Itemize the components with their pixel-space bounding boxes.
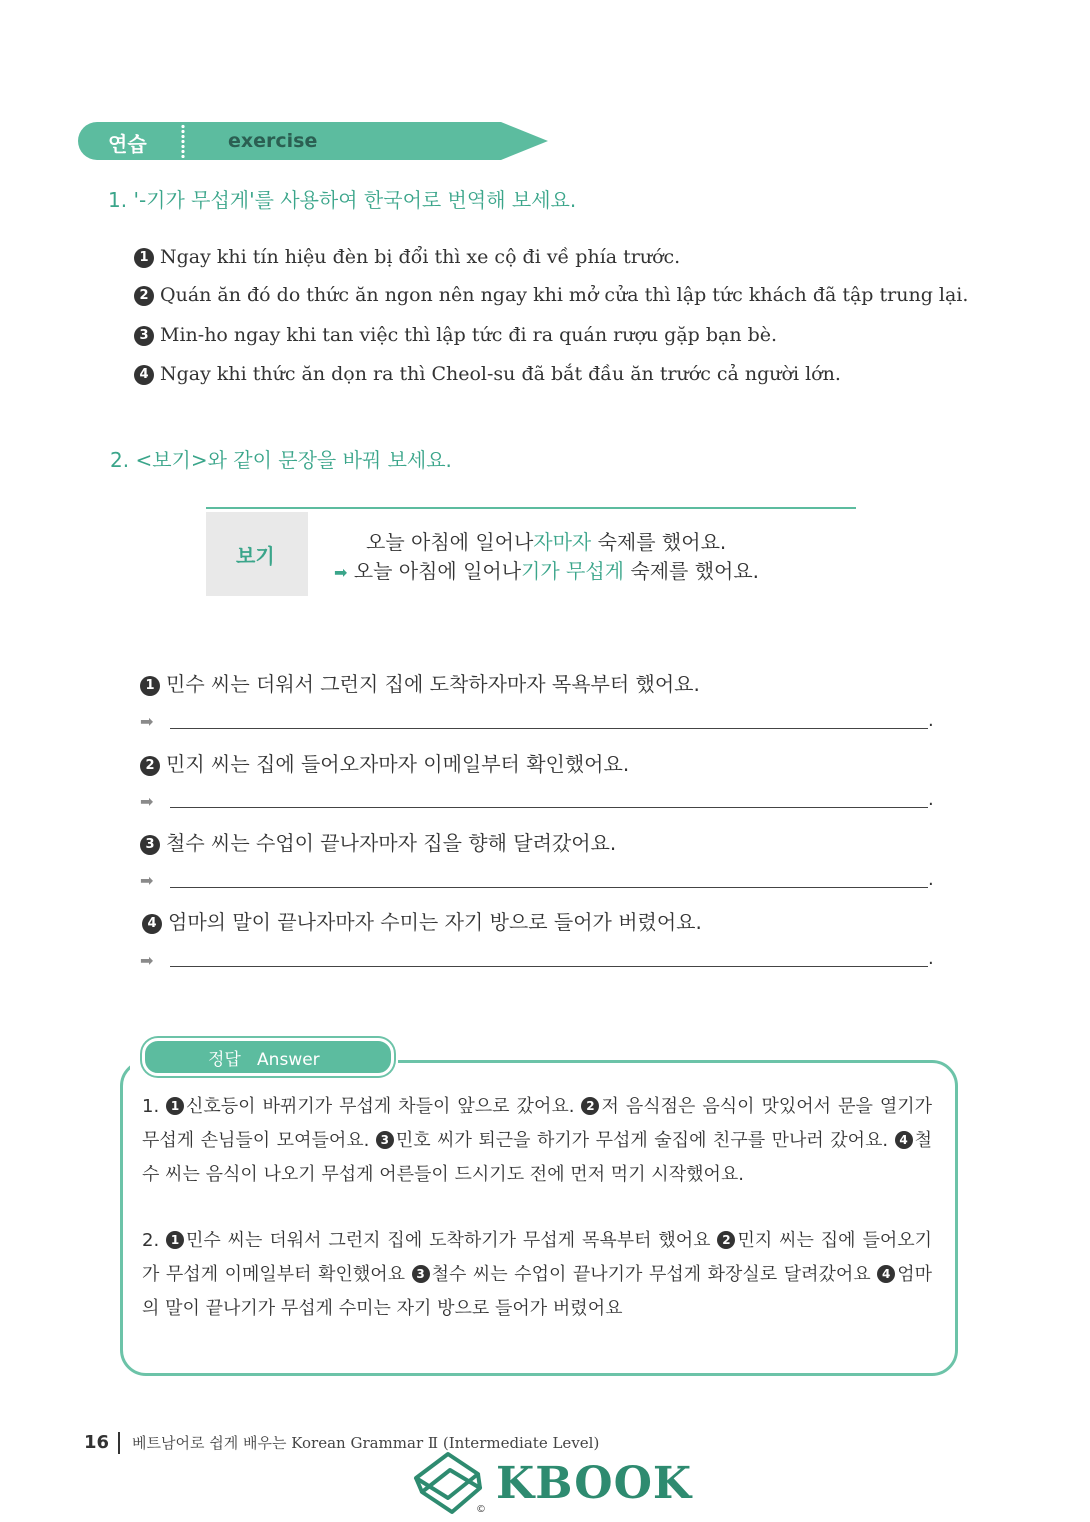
question-2-title: 2. <보기>와 같이 문장을 바꿔 보세요. [110, 448, 452, 472]
q1-item-1-number: 1 [134, 248, 154, 268]
answer-2-item-2-number: 2 [717, 1231, 735, 1249]
q1-item-2 [134, 284, 968, 306]
q2-blank-3-dot: . [928, 869, 934, 890]
example-line-2-post: 숙제를 했어요. [624, 559, 760, 583]
example-line-1 [366, 526, 726, 555]
answer-1-item-2-text: 저 음식점은 음식이 맛있어서 문을 열기가 무섭게 손님들이 모여들어요. [142, 1096, 932, 1151]
q2-item-3-text: 철수 씨는 수업이 끝나자마자 집을 향해 달려갔어요. [166, 831, 617, 855]
answer-2-item-4-text: 엄마의 말이 끝나기가 무섭게 수미는 자기 방으로 들어가 버렸어요 [142, 1264, 932, 1319]
example-line-2-pre: 오늘 아침에 일어나 [353, 559, 522, 583]
example-line-1-highlight: 자마자 [533, 530, 592, 554]
q2-item-4-number: 4 [142, 914, 162, 934]
answer-1-item-2-number: 2 [581, 1097, 599, 1115]
answer-2-item-1-number: 1 [166, 1231, 184, 1249]
q1-item-2-number: 2 [134, 286, 154, 306]
answer-2-item-3-number: 3 [412, 1265, 430, 1283]
q1-item-1-text: Ngay khi tín hiệu đèn bị đổi thì xe cộ đi về phía trước. [160, 246, 681, 268]
footer-divider [118, 1432, 120, 1454]
q2-item-2-text: 민지 씨는 집에 들어오자마자 이메일부터 확인했어요. [166, 752, 630, 776]
q2-blank-1-dot: . [928, 710, 934, 731]
answer-1-item-1-number: 1 [166, 1097, 184, 1115]
answer-paragraph-2 [142, 1224, 932, 1326]
example-line-1-post: 숙제를 했어요. [591, 530, 727, 554]
answer-1-item-4-number: 4 [895, 1131, 913, 1149]
answer-2-item-4-number: 4 [877, 1265, 895, 1283]
kbook-brand: KBOOK [496, 1458, 693, 1509]
answer-tab-label: 정답 Answer [208, 1050, 320, 1070]
q2-answer-blank-2[interactable] [170, 807, 928, 808]
q2-answer-blank-4[interactable] [170, 966, 928, 967]
answer-2-item-3-text: 철수 씨는 수업이 끝나기가 무섭게 화장실로 달려갔어요 [431, 1264, 878, 1285]
example-line-2-highlight: 기가 무섭게 [521, 559, 625, 583]
q2-arrow-3-icon: ➡ [140, 871, 154, 890]
question-1-title: 1. '-기가 무섭게'를 사용하여 한국어로 번역해 보세요. [108, 188, 577, 212]
q2-answer-blank-1[interactable] [170, 728, 928, 729]
q2-item-4-text: 엄마의 말이 끝나자마자 수미는 자기 방으로 들어가 버렸어요. [168, 910, 702, 934]
answer-1-item-3-text: 민호 씨가 퇴근을 하기가 무섭게 술집에 친구를 만나러 갔어요. [395, 1130, 895, 1151]
q2-item-2 [140, 748, 629, 777]
q1-item-3-number: 3 [134, 326, 154, 346]
page-number: 16 [84, 1432, 110, 1453]
answer-2-label: 2. [142, 1230, 160, 1251]
q1-item-3 [134, 324, 777, 346]
footer-book-title: 베트남어로 쉽게 배우는 Korean Grammar Ⅱ (Intermediate Level) [132, 1434, 600, 1452]
banner-divider [180, 124, 186, 158]
answer-2-item-1-text: 민수 씨는 더워서 그런지 집에 도착하기가 무섭게 목욕부터 했어요 [186, 1230, 718, 1251]
q1-item-2-text: Quán ăn đó do thức ăn ngon nên ngay khi mở cửa thì lập tức khách đã tập trung lại. [160, 284, 969, 306]
example-line-1-pre: 오늘 아침에 일어나 [366, 530, 534, 554]
example-top-rule [206, 507, 856, 509]
q2-item-3 [140, 827, 616, 856]
q1-item-4 [134, 363, 841, 385]
q1-item-4-number: 4 [134, 365, 154, 385]
answer-1-item-1-text: 신호등이 바뀌기가 무섭게 차들이 앞으로 갔어요. [186, 1096, 582, 1117]
answer-2-item-2-text: 민지 씨는 집에 들어오기가 무섭게 이메일부터 확인했어요 [142, 1230, 933, 1285]
answer-1-item-3-number: 3 [376, 1131, 394, 1149]
example-line-2 [334, 555, 759, 584]
q2-blank-2-dot: . [928, 789, 934, 810]
q1-item-3-text: Min-ho ngay khi tan việc thì lập tức đi ra quán rượu gặp bạn bè. [160, 324, 778, 346]
banner-label-ko: 연습 [108, 132, 147, 156]
q2-item-1-number: 1 [140, 676, 160, 696]
answer-paragraph-1 [142, 1090, 932, 1192]
q2-answer-blank-3[interactable] [170, 887, 928, 888]
q1-item-4-text: Ngay khi thức ăn dọn ra thì Cheol-su đã bắt đầu ăn trước cả người lớn. [160, 363, 841, 385]
q2-item-4 [142, 906, 702, 935]
q2-blank-4-dot: . [928, 948, 934, 969]
q2-item-2-number: 2 [140, 756, 160, 776]
q2-arrow-4-icon: ➡ [140, 951, 154, 970]
q1-item-1 [134, 246, 680, 268]
q2-item-1-text: 민수 씨는 더워서 그런지 집에 도착하자마자 목욕부터 했어요. [166, 672, 700, 696]
example-arrow-icon: ➡ [334, 563, 348, 582]
example-label: 보기 [236, 544, 275, 568]
answer-1-label: 1. [142, 1096, 160, 1117]
q2-arrow-1-icon: ➡ [140, 712, 154, 731]
banner-label-en: exercise [228, 130, 318, 152]
q2-item-3-number: 3 [140, 835, 160, 855]
q2-item-1 [140, 668, 700, 697]
q2-arrow-2-icon: ➡ [140, 792, 154, 811]
copyright-mark: © [476, 1504, 486, 1515]
answer-1-item-4-text: 철수 씨는 음식이 나오기 무섭게 어른들이 드시기도 전에 먼저 먹기 시작했어요. [142, 1130, 932, 1185]
